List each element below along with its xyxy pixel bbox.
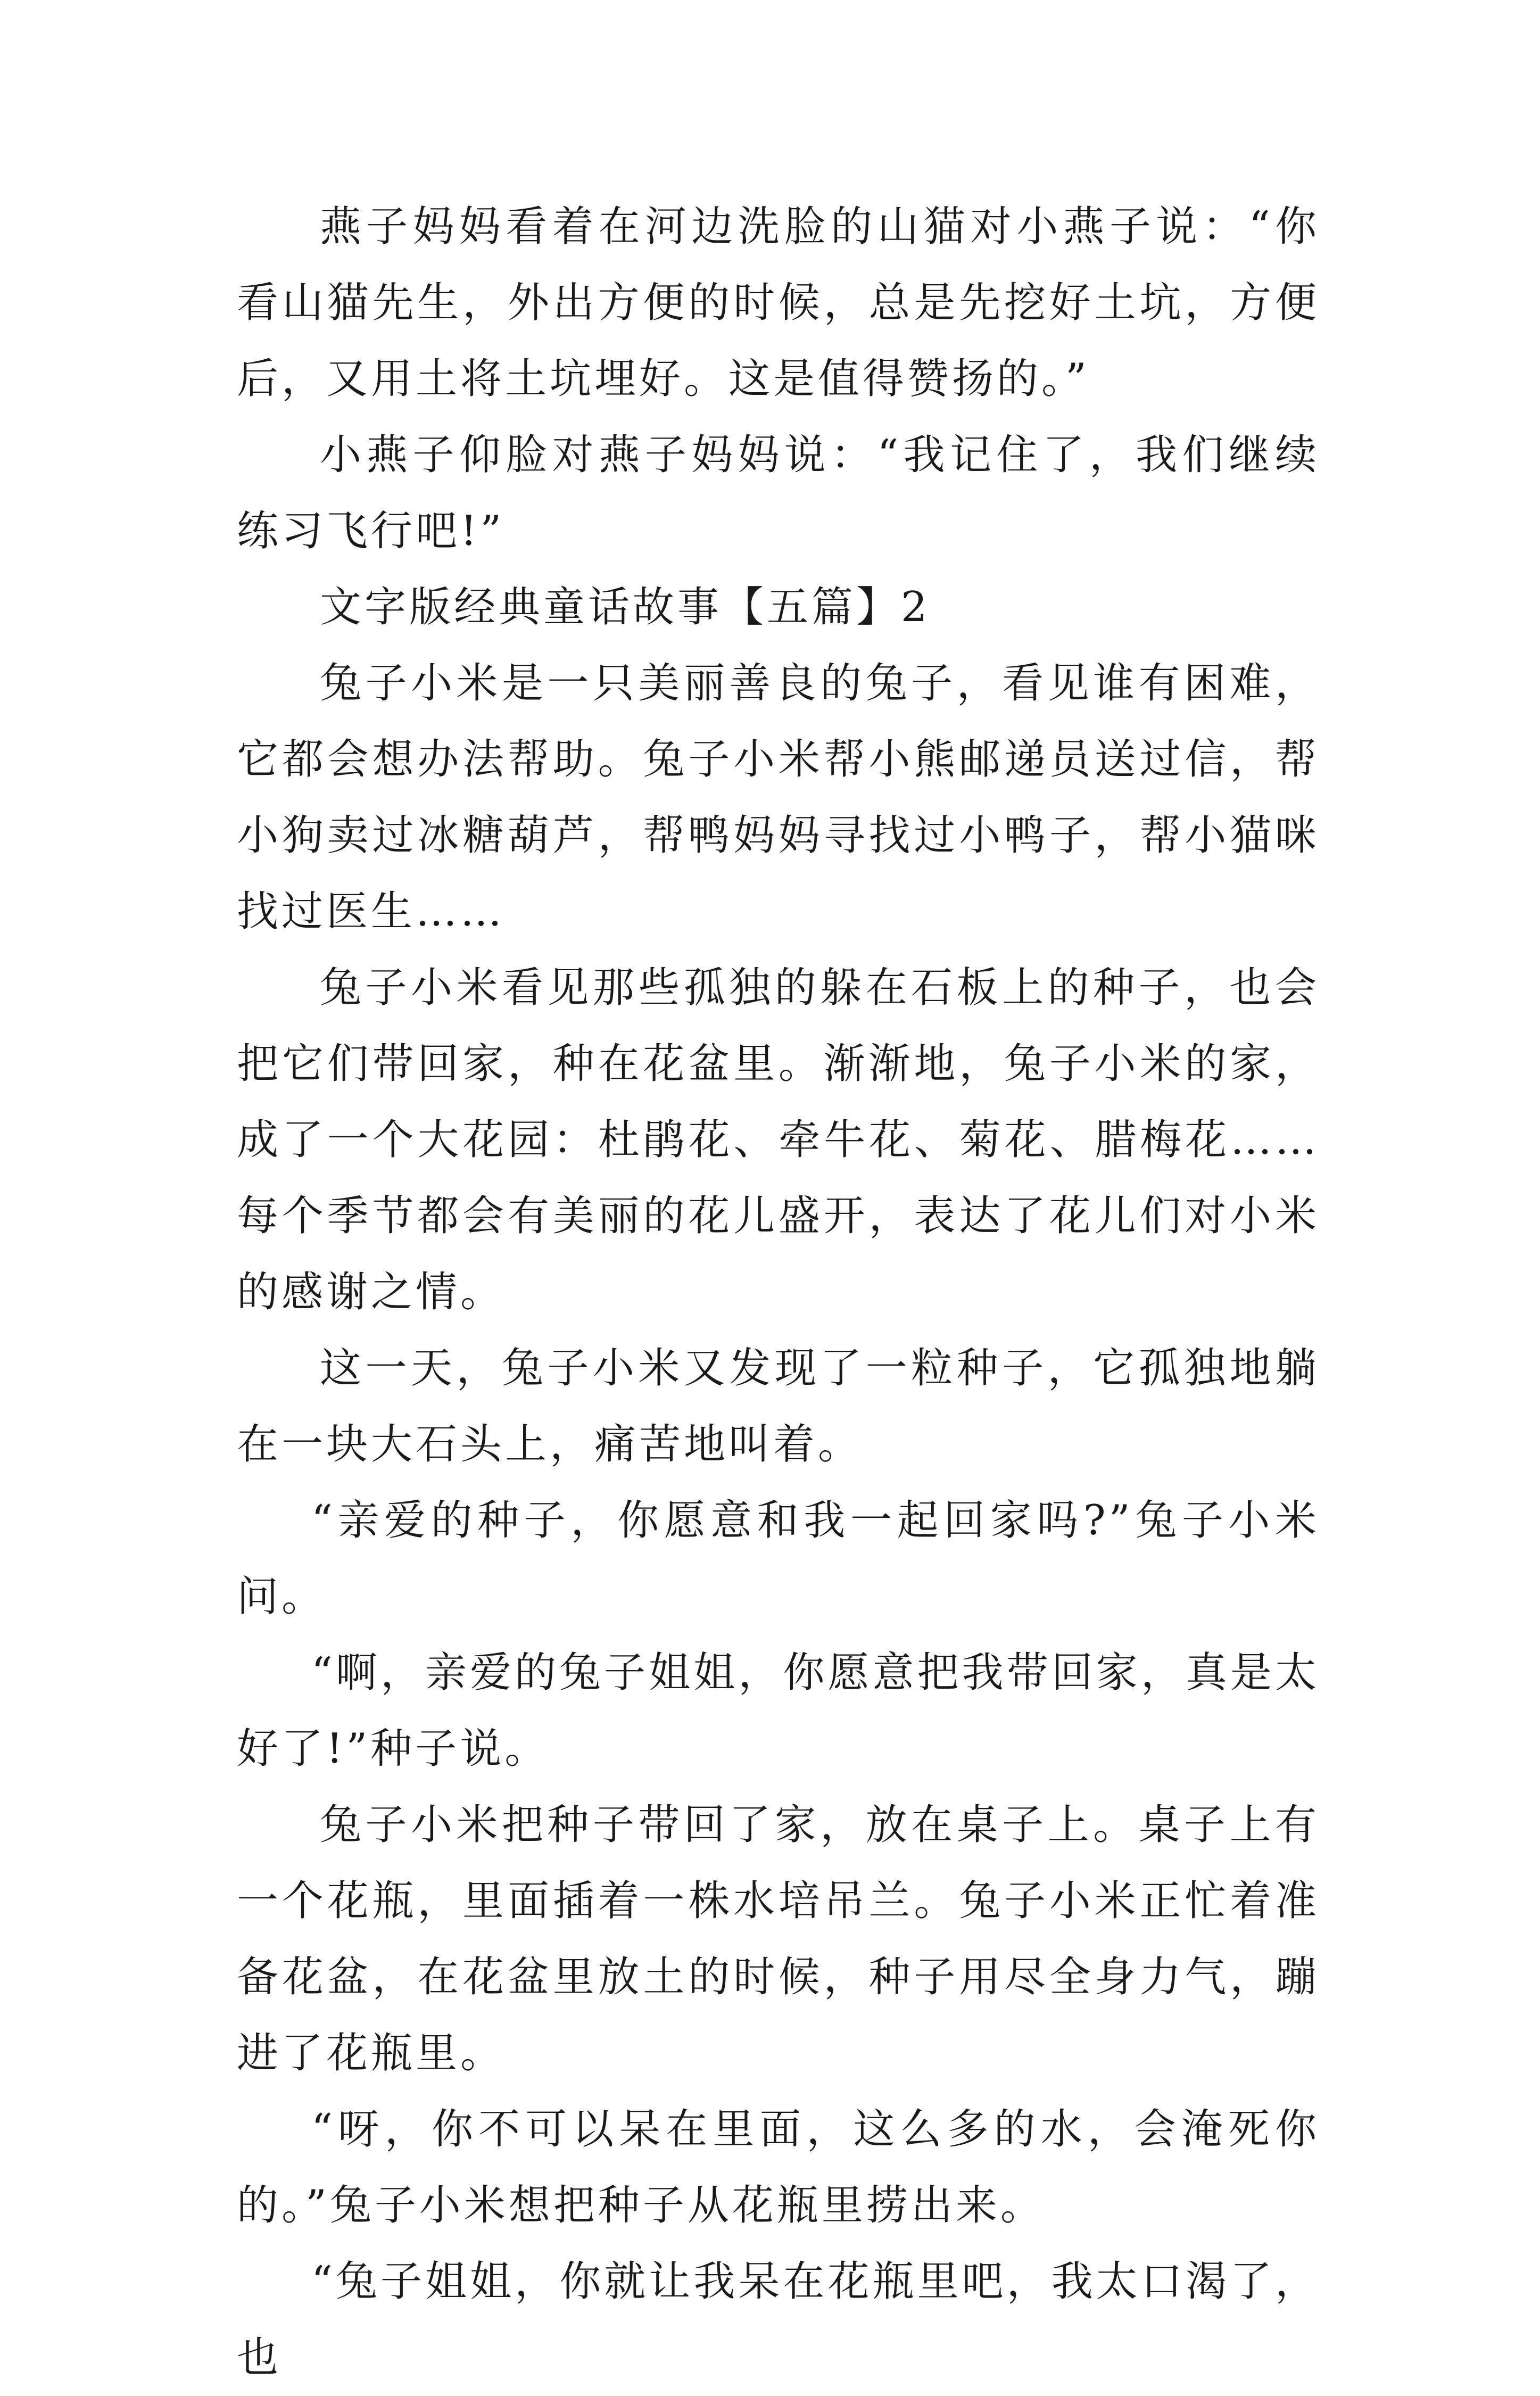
- paragraph-7: “啊，亲爱的兔子姐姐，你愿意把我带回家，真是太好了!”种子说。: [237, 1649, 1320, 1773]
- paragraph-9: “呀，你不可以呆在里面，这么多的水，会淹死你的。”兔子小米想把种子从花瓶里捞出来。: [237, 2105, 1320, 2229]
- paragraph-4: 兔子小米看见那些孤独的躲在石板上的种子，也会把它们带回家，种在花盆里。渐渐地，兔子小米的家，成了一个大花园：杜鹃花、牵牛花、菊花、腊梅花……每个季节都会有美丽的花儿盛开，表达了花儿们对小米的感谢之情。: [237, 964, 1320, 1316]
- paragraph-10: “兔子姐姐，你就让我呆在花瓶里吧，我太口渴了，也: [237, 2258, 1320, 2382]
- paragraph-3: 兔子小米是一只美丽善良的兔子，看见谁有困难，它都会想办法帮助。兔子小米帮小熊邮递员送过信，帮小狗卖过冰糖葫芦，帮鸭妈妈寻找过小鸭子，帮小猫咪找过医生……: [237, 659, 1320, 936]
- document-body: [237, 189, 1320, 2396]
- paragraph-1: 燕子妈妈看着在河边洗脸的山猫对小燕子说：“你看山猫先生，外出方便的时候，总是先挖好土坑，方便后，又用土将土坑埋好。这是值得赞扬的。”: [237, 203, 1320, 403]
- section-heading: 文字版经典童话故事【五篇】2: [320, 583, 931, 631]
- paragraph-8: 兔子小米把种子带回了家，放在桌子上。桌子上有一个花瓶，里面插着一株水培吊兰。兔子小米正忙着准备花盆，在花盆里放土的时候，种子用尽全身力气，蹦进了花瓶里。: [237, 1801, 1320, 2077]
- paragraph-6: “亲爱的种子，你愿意和我一起回家吗?”兔子小米问。: [237, 1497, 1320, 1621]
- paragraph-2: 小燕子仰脸对燕子妈妈说：“我记住了，我们继续练习飞行吧!”: [237, 431, 1320, 555]
- paragraph-5: 这一天，兔子小米又发现了一粒种子，它孤独地躺在一块大石头上，痛苦地叫着。: [237, 1344, 1320, 1468]
